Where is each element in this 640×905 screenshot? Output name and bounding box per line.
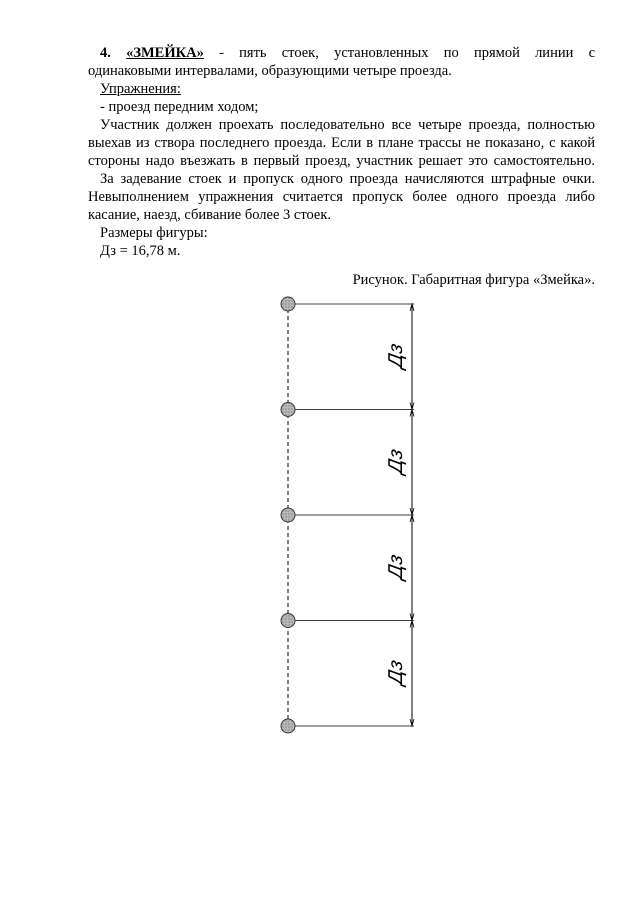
- dimensions-value: Дз = 16,78 м.: [100, 243, 181, 259]
- section-number: 4.: [100, 45, 111, 61]
- section-description-1: - пять стоек, установленных по прямой линии с: [203, 45, 596, 61]
- section-description-2: одинаковыми интервалами, образующими четыре проезда.: [88, 63, 452, 79]
- cone-marker: [281, 297, 295, 311]
- rules-p2-l2: Невыполнением упражнения считается пропуск более одного проезда либо: [88, 189, 595, 205]
- section-title: «ЗМЕЙКА»: [126, 45, 204, 61]
- cone-marker: [281, 614, 295, 628]
- interval-label: Дз: [385, 658, 407, 687]
- rules-p1-l3: стороны надо въезжать в первый проезд, участник решает это самостоятельно.: [88, 153, 595, 169]
- dimensions-heading: Размеры фигуры:: [100, 225, 208, 241]
- rules-p1-l1: Участник должен проехать последовательно все четыре проезда, полностью: [100, 117, 595, 133]
- cone-marker: [281, 719, 295, 733]
- interval-label: Дз: [385, 447, 407, 476]
- interval-label: Дз: [385, 552, 407, 581]
- figure-caption: Рисунок. Габаритная фигура «Змейка».: [352, 272, 595, 288]
- rules-p2-l1: За задевание стоек и пропуск одного проезда начисляются штрафные очки.: [100, 171, 595, 187]
- exercise-item: - проезд передним ходом;: [100, 99, 259, 115]
- cone-marker: [281, 403, 295, 417]
- interval-label: Дз: [385, 341, 407, 370]
- rules-p2-l3: касание, наезд, сбивание более 3 стоек.: [88, 207, 331, 223]
- rules-p1-l2: выехав из створа последнего проезда. Если в плане трассы не показано, с какой: [88, 135, 595, 151]
- exercises-heading: Упражнения:: [100, 81, 181, 97]
- cone-marker: [281, 508, 295, 522]
